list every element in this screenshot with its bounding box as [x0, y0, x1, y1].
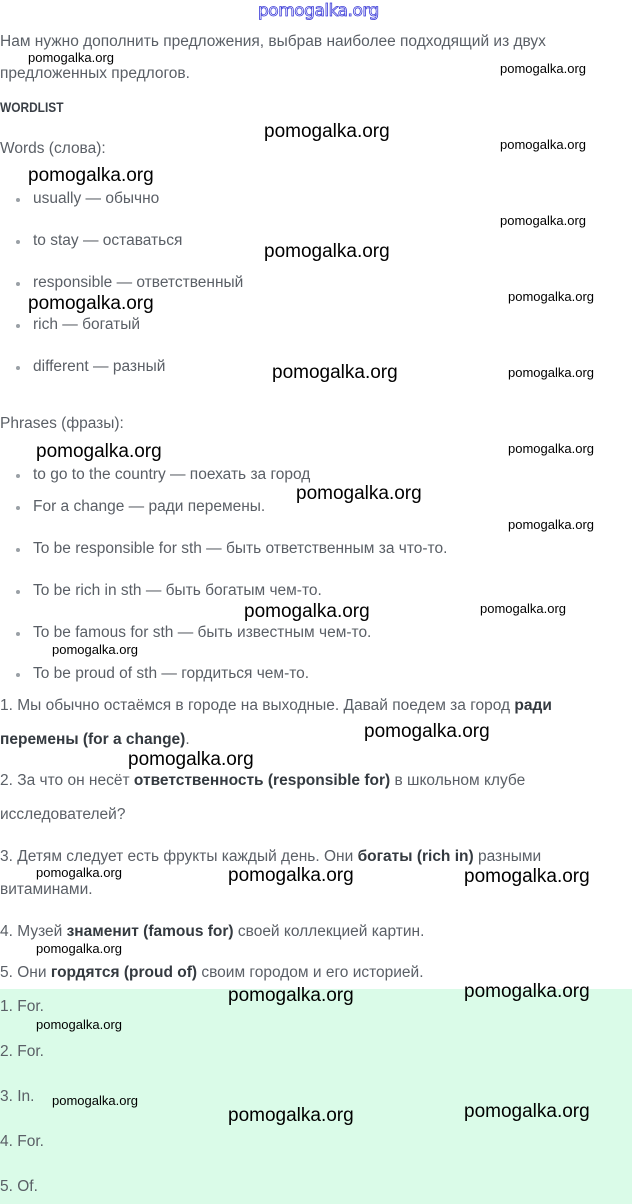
word-item: to stay — оставаться — [33, 232, 183, 249]
sentence-4: 4. Музей знаменит (famous for) своей коллекцией картин. — [0, 923, 425, 940]
sentence-1-cont: перемены (for a change). — [0, 731, 190, 748]
watermark: pomogalka.org — [272, 362, 398, 383]
intro-line-2: предложенных предлогов. — [0, 65, 190, 82]
answer-item: 5. Of. — [0, 1178, 38, 1195]
answer-item: 2. For. — [0, 1043, 44, 1060]
bullet — [16, 240, 20, 244]
watermark: pomogalka.org — [36, 941, 122, 956]
watermark: pomogalka.org — [508, 517, 594, 532]
bullet — [16, 590, 20, 594]
bullet — [16, 632, 20, 636]
site-watermark-header: pomogalka.org — [258, 1, 379, 21]
word-item: usually — обычно — [33, 190, 160, 207]
bullet — [16, 366, 20, 370]
bullet — [16, 282, 20, 286]
watermark: pomogalka.org — [228, 865, 354, 886]
bullet — [16, 324, 20, 328]
phrases-heading: Phrases (фразы): — [0, 415, 124, 432]
bullet — [16, 474, 20, 478]
watermark: pomogalka.org — [480, 601, 566, 616]
watermark: pomogalka.org — [264, 121, 390, 142]
answer-item: 1. For. — [0, 998, 44, 1015]
bullet — [16, 548, 20, 552]
bullet — [16, 198, 20, 202]
watermark: pomogalka.org — [500, 137, 586, 152]
sentence-2: 2. За что он несёт ответственность (responsible for) в школьном клубе — [0, 772, 526, 789]
watermark: pomogalka.org — [508, 365, 594, 380]
bullet — [16, 506, 20, 510]
words-heading: Words (слова): — [0, 140, 106, 157]
phrase-item: To be responsible for sth — быть ответственным за что-то. — [33, 540, 448, 557]
watermark: pomogalka.org — [36, 441, 162, 462]
watermark: pomogalka.org — [264, 241, 390, 262]
watermark: pomogalka.org — [500, 61, 586, 76]
watermark: pomogalka.org — [508, 289, 594, 304]
sentence-3: 3. Детям следует есть фрукты каждый день. Они богаты (rich in) разными — [0, 848, 542, 865]
phrase-item: To be famous for sth — быть известным чем-то. — [33, 624, 372, 641]
watermark: pomogalka.org — [128, 749, 254, 770]
watermark: pomogalka.org — [464, 866, 590, 887]
word-item: responsible — ответственный — [33, 274, 244, 291]
watermark: pomogalka.org — [36, 1017, 122, 1032]
watermark: pomogalka.org — [28, 165, 154, 186]
watermark: pomogalka.org — [500, 213, 586, 228]
word-item: different — разный — [33, 358, 166, 375]
watermark: pomogalka.org — [228, 1105, 354, 1126]
word-item: rich — богатый — [33, 316, 141, 333]
watermark: pomogalka.org — [364, 721, 490, 742]
watermark: pomogalka.org — [52, 642, 138, 657]
watermark: pomogalka.org — [244, 601, 370, 622]
watermark: pomogalka.org — [228, 985, 354, 1006]
phrase-item: To be rich in sth — быть богатым чем-то. — [33, 582, 322, 599]
sentence-2-cont: исследователей? — [0, 806, 126, 823]
phrase-item: For a change — ради перемены. — [33, 498, 266, 515]
watermark: pomogalka.org — [508, 441, 594, 456]
watermark: pomogalka.org — [464, 1101, 590, 1122]
answer-item: 4. For. — [0, 1133, 44, 1150]
wordlist-heading: WORDLIST — [0, 99, 64, 115]
bullet — [16, 673, 20, 677]
watermark: pomogalka.org — [464, 981, 590, 1002]
answer-item: 3. In. — [0, 1088, 35, 1105]
watermark: pomogalka.org — [28, 50, 114, 65]
intro-line-1: Нам нужно дополнить предложения, выбрав наиболее подходящий из двух — [0, 33, 546, 50]
watermark: pomogalka.org — [296, 483, 422, 504]
watermark: pomogalka.org — [52, 1093, 138, 1108]
phrase-item: To be proud of sth — гордиться чем-то. — [33, 665, 310, 682]
sentence-3-cont: витаминами. — [0, 881, 93, 898]
phrase-item: to go to the country — поехать за город — [33, 466, 311, 483]
watermark: pomogalka.org — [28, 293, 154, 314]
watermark: pomogalka.org — [36, 865, 122, 880]
sentence-1: 1. Мы обычно остаёмся в городе на выходные. Давай поедем за город ради — [0, 697, 552, 714]
sentence-5: 5. Они гордятся (proud of) своим городом и его историей. — [0, 964, 424, 981]
